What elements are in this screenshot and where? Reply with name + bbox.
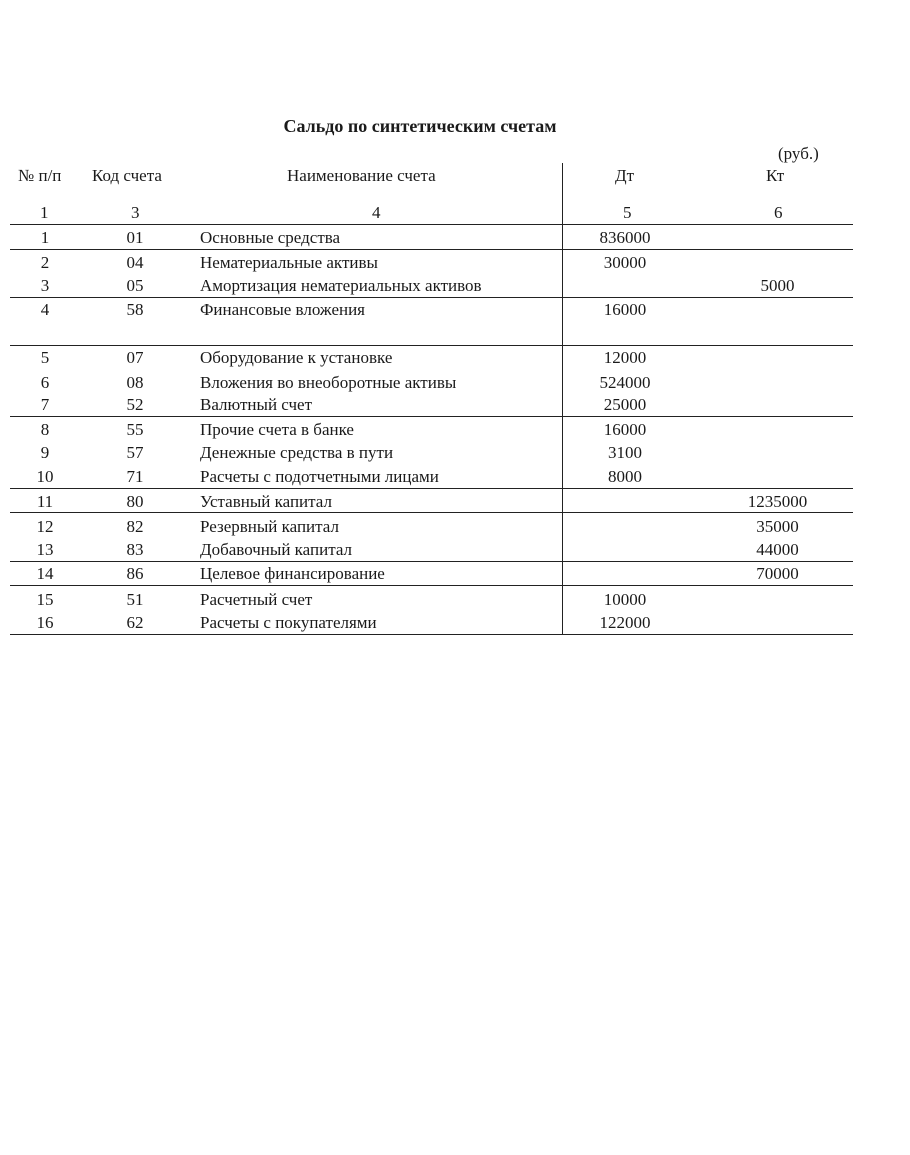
- account-code: 04: [126, 253, 144, 272]
- debit-value: 25000: [603, 395, 647, 414]
- column-number-6: 6: [774, 203, 783, 222]
- account-name: Нематериальные активы: [200, 253, 378, 272]
- row-number: 4: [40, 300, 50, 319]
- debit-value: 16000: [603, 300, 647, 319]
- account-name: Целевое финансирование: [200, 564, 385, 583]
- debit-value: 3100: [608, 443, 642, 462]
- row-number: 14: [36, 564, 54, 583]
- credit-value: 1235000: [747, 492, 808, 511]
- header-kt: Кт: [766, 166, 785, 185]
- credit-value: 35000: [756, 517, 799, 536]
- header-num: № п/п: [18, 166, 62, 185]
- debit-value: 10000: [603, 590, 647, 609]
- table-row: [10, 298, 853, 322]
- account-code: 07: [126, 348, 144, 367]
- table-row: [10, 274, 853, 298]
- account-code: 08: [126, 373, 144, 392]
- account-code: 62: [126, 613, 144, 632]
- account-name: Финансовые вложения: [200, 300, 366, 319]
- debit-value: 524000: [599, 373, 651, 392]
- debit-value: 12000: [603, 348, 647, 367]
- table-row: [10, 393, 853, 417]
- column-number-5: 5: [623, 203, 632, 222]
- account-name: Расчеты с покупателями: [200, 613, 377, 632]
- column-number-3: 3: [131, 203, 140, 222]
- currency-unit: (руб.): [778, 144, 819, 163]
- row-number: 7: [40, 395, 50, 414]
- account-code: 80: [126, 492, 144, 511]
- table-row: [10, 346, 853, 370]
- debit-value: 30000: [603, 253, 647, 272]
- debit-value: 836000: [599, 228, 651, 247]
- account-code: 82: [126, 517, 144, 536]
- account-code: 86: [126, 564, 144, 583]
- account-code: 51: [126, 590, 144, 609]
- table-row: [10, 371, 853, 395]
- account-code: 58: [126, 300, 144, 319]
- table-row: [10, 418, 853, 442]
- header-dt: Дт: [615, 166, 635, 185]
- row-number: 8: [40, 420, 50, 439]
- table-rule: [10, 224, 853, 225]
- credit-value: 5000: [760, 276, 795, 295]
- account-code: 57: [126, 443, 144, 462]
- account-name: Прочие счета в банке: [200, 420, 354, 439]
- row-number: 15: [36, 590, 54, 609]
- row-number: 10: [36, 467, 54, 486]
- table-row: [10, 490, 853, 514]
- account-code: 01: [126, 228, 144, 247]
- row-number: 6: [40, 373, 50, 392]
- debit-value: 122000: [599, 613, 651, 632]
- row-number: 16: [36, 613, 54, 632]
- table-row: [10, 515, 853, 539]
- row-number: 5: [40, 348, 50, 367]
- table-row: [10, 538, 853, 562]
- account-name: Резервный капитал: [200, 517, 339, 536]
- debit-value: 8000: [608, 467, 642, 486]
- header-name: Наименование счета: [287, 166, 436, 185]
- table-row: [10, 251, 853, 275]
- column-number-1: 1: [40, 203, 49, 222]
- account-name: Основные средства: [200, 228, 341, 247]
- account-code: 05: [126, 276, 144, 295]
- table-row: [10, 562, 853, 586]
- account-code: 52: [126, 395, 144, 414]
- column-number-4: 4: [372, 203, 381, 222]
- debit-value: 16000: [603, 420, 647, 439]
- row-number: 2: [40, 253, 50, 272]
- account-name: Валютный счет: [200, 395, 313, 414]
- account-name: Вложения во внеоборотные активы: [200, 373, 457, 392]
- account-code: 55: [126, 420, 144, 439]
- row-number: 13: [36, 540, 54, 559]
- credit-value: 44000: [756, 540, 799, 559]
- page-title: Сальдо по синтетическим счетам: [283, 116, 557, 136]
- row-number: 11: [36, 492, 54, 511]
- account-name: Расчетный счет: [200, 590, 313, 609]
- account-name: Амортизация нематериальных активов: [200, 276, 482, 295]
- row-number: 3: [40, 276, 50, 295]
- table-row: [10, 588, 853, 612]
- account-name: Добавочный капитал: [200, 540, 353, 559]
- account-code: 71: [126, 467, 144, 486]
- row-number: 1: [40, 228, 50, 247]
- row-number: 9: [40, 443, 50, 462]
- table-row: [10, 226, 853, 250]
- account-name: Уставный капитал: [200, 492, 332, 511]
- header-code: Код счета: [92, 166, 162, 185]
- table-row: [10, 611, 853, 635]
- account-code: 83: [126, 540, 144, 559]
- account-name: Расчеты с подотчетными лицами: [200, 467, 439, 486]
- table-row: [10, 465, 853, 489]
- account-name: Оборудование к установке: [200, 348, 393, 367]
- table-row: [10, 441, 853, 465]
- row-number: 12: [36, 517, 54, 536]
- credit-value: 70000: [756, 564, 799, 583]
- account-name: Денежные средства в пути: [200, 443, 394, 462]
